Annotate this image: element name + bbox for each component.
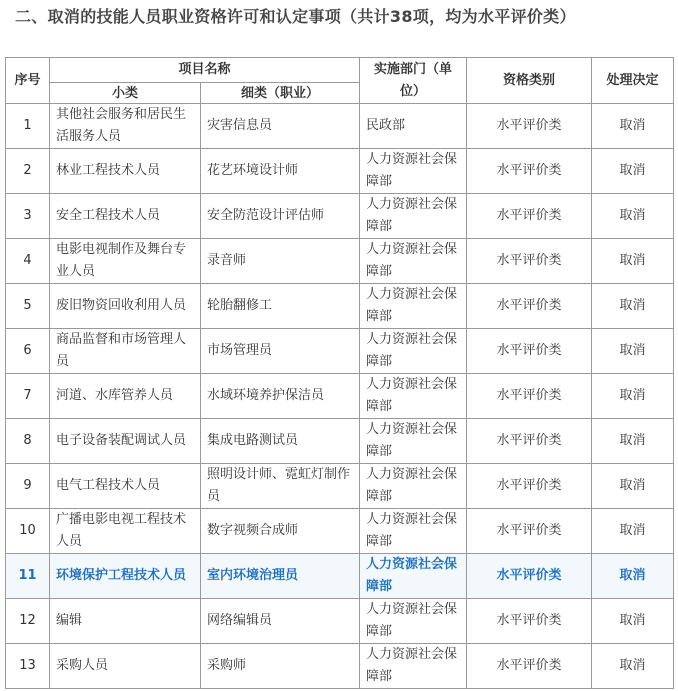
table-row <box>6 104 674 149</box>
cell-category: 水平评价类 <box>467 419 592 464</box>
header-seq: 序号 <box>6 58 50 104</box>
cell-decision: 取消 <box>592 599 674 644</box>
cell-dept: 人力资源社会保障部 <box>360 554 467 599</box>
cell-detail: 照明设计师、霓虹灯制作员 <box>201 464 360 509</box>
cell-dept: 人力资源社会保障部 <box>360 509 467 554</box>
cell-seq: 4 <box>6 239 50 284</box>
cell-minor: 环境保护工程技术人员 <box>50 554 201 599</box>
cell-decision: 取消 <box>592 554 674 599</box>
cell-decision: 取消 <box>592 284 674 329</box>
cell-category: 水平评价类 <box>467 464 592 509</box>
cell-minor: 采购人员 <box>50 644 201 689</box>
header-decision: 处理决定 <box>592 58 674 104</box>
cell-category: 水平评价类 <box>467 239 592 284</box>
cell-seq: 2 <box>6 149 50 194</box>
table-row <box>6 194 674 239</box>
cell-detail: 轮胎翻修工 <box>201 284 360 329</box>
cell-category: 水平评价类 <box>467 104 592 149</box>
cell-detail: 网络编辑员 <box>201 599 360 644</box>
table-row <box>6 329 674 374</box>
cell-seq: 13 <box>6 644 50 689</box>
cell-seq: 5 <box>6 284 50 329</box>
table-row <box>6 464 674 509</box>
cell-minor: 电子设备装配调试人员 <box>50 419 201 464</box>
cell-decision: 取消 <box>592 464 674 509</box>
cell-dept: 人力资源社会保障部 <box>360 419 467 464</box>
header-project: 项目名称 <box>50 58 360 83</box>
cell-decision: 取消 <box>592 194 674 239</box>
table-row <box>6 644 674 689</box>
cell-dept: 民政部 <box>360 104 467 149</box>
cell-detail: 室内环境治理员 <box>201 554 360 599</box>
cell-dept: 人力资源社会保障部 <box>360 644 467 689</box>
cell-detail: 花艺环境设计师 <box>201 149 360 194</box>
cell-category: 水平评价类 <box>467 554 592 599</box>
cell-category: 水平评价类 <box>467 149 592 194</box>
cell-seq: 9 <box>6 464 50 509</box>
cell-decision: 取消 <box>592 509 674 554</box>
cell-seq: 1 <box>6 104 50 149</box>
cell-minor: 编辑 <box>50 599 201 644</box>
cell-dept: 人力资源社会保障部 <box>360 374 467 419</box>
cell-dept: 人力资源社会保障部 <box>360 149 467 194</box>
cell-detail: 水域环境养护保洁员 <box>201 374 360 419</box>
cell-dept: 人力资源社会保障部 <box>360 284 467 329</box>
table-row <box>6 374 674 419</box>
cell-category: 水平评价类 <box>467 599 592 644</box>
cell-category: 水平评价类 <box>467 329 592 374</box>
cell-minor: 电影电视制作及舞台专业人员 <box>50 239 201 284</box>
cell-seq: 7 <box>6 374 50 419</box>
cell-category: 水平评价类 <box>467 509 592 554</box>
cell-minor: 商品监督和市场管理人员 <box>50 329 201 374</box>
table-row <box>6 509 674 554</box>
cell-seq: 6 <box>6 329 50 374</box>
cell-minor: 安全工程技术人员 <box>50 194 201 239</box>
cell-dept: 人力资源社会保障部 <box>360 239 467 284</box>
cell-seq: 3 <box>6 194 50 239</box>
cell-minor: 其他社会服务和居民生活服务人员 <box>50 104 201 149</box>
cell-category: 水平评价类 <box>467 284 592 329</box>
header-minor: 小类 <box>50 83 201 104</box>
cell-detail: 安全防范设计评估师 <box>201 194 360 239</box>
cell-dept: 人力资源社会保障部 <box>360 599 467 644</box>
cell-detail: 灾害信息员 <box>201 104 360 149</box>
cell-dept: 人力资源社会保障部 <box>360 194 467 239</box>
cell-detail: 采购师 <box>201 644 360 689</box>
cell-seq: 8 <box>6 419 50 464</box>
cell-detail: 市场管理员 <box>201 329 360 374</box>
cell-category: 水平评价类 <box>467 374 592 419</box>
cell-category: 水平评价类 <box>467 194 592 239</box>
cell-minor: 广播电影电视工程技术人员 <box>50 509 201 554</box>
qualification-table <box>5 57 674 689</box>
table-row <box>6 419 674 464</box>
cell-decision: 取消 <box>592 644 674 689</box>
cell-decision: 取消 <box>592 239 674 284</box>
table-row-highlighted <box>6 554 674 599</box>
table-row <box>6 599 674 644</box>
cell-category: 水平评价类 <box>467 644 592 689</box>
table-row <box>6 239 674 284</box>
cell-minor: 林业工程技术人员 <box>50 149 201 194</box>
cell-decision: 取消 <box>592 419 674 464</box>
cell-seq: 11 <box>6 554 50 599</box>
cell-detail: 集成电路测试员 <box>201 419 360 464</box>
table-row <box>6 149 674 194</box>
header-dept: 实施部门（单位） <box>360 58 467 104</box>
table-row <box>6 284 674 329</box>
page-heading: 二、取消的技能人员职业资格许可和认定事项（共计38项，均为水平评价类） <box>15 7 576 26</box>
cell-detail: 录音师 <box>201 239 360 284</box>
cell-decision: 取消 <box>592 104 674 149</box>
cell-minor: 河道、水库管养人员 <box>50 374 201 419</box>
cell-detail: 数字视频合成师 <box>201 509 360 554</box>
cell-dept: 人力资源社会保障部 <box>360 329 467 374</box>
cell-decision: 取消 <box>592 374 674 419</box>
header-detail: 细类（职业） <box>201 83 360 104</box>
cell-decision: 取消 <box>592 149 674 194</box>
cell-dept: 人力资源社会保障部 <box>360 464 467 509</box>
cell-seq: 12 <box>6 599 50 644</box>
cell-seq: 10 <box>6 509 50 554</box>
header-category: 资格类别 <box>467 58 592 104</box>
cell-minor: 废旧物资回收利用人员 <box>50 284 201 329</box>
cell-decision: 取消 <box>592 329 674 374</box>
cell-minor: 电气工程技术人员 <box>50 464 201 509</box>
